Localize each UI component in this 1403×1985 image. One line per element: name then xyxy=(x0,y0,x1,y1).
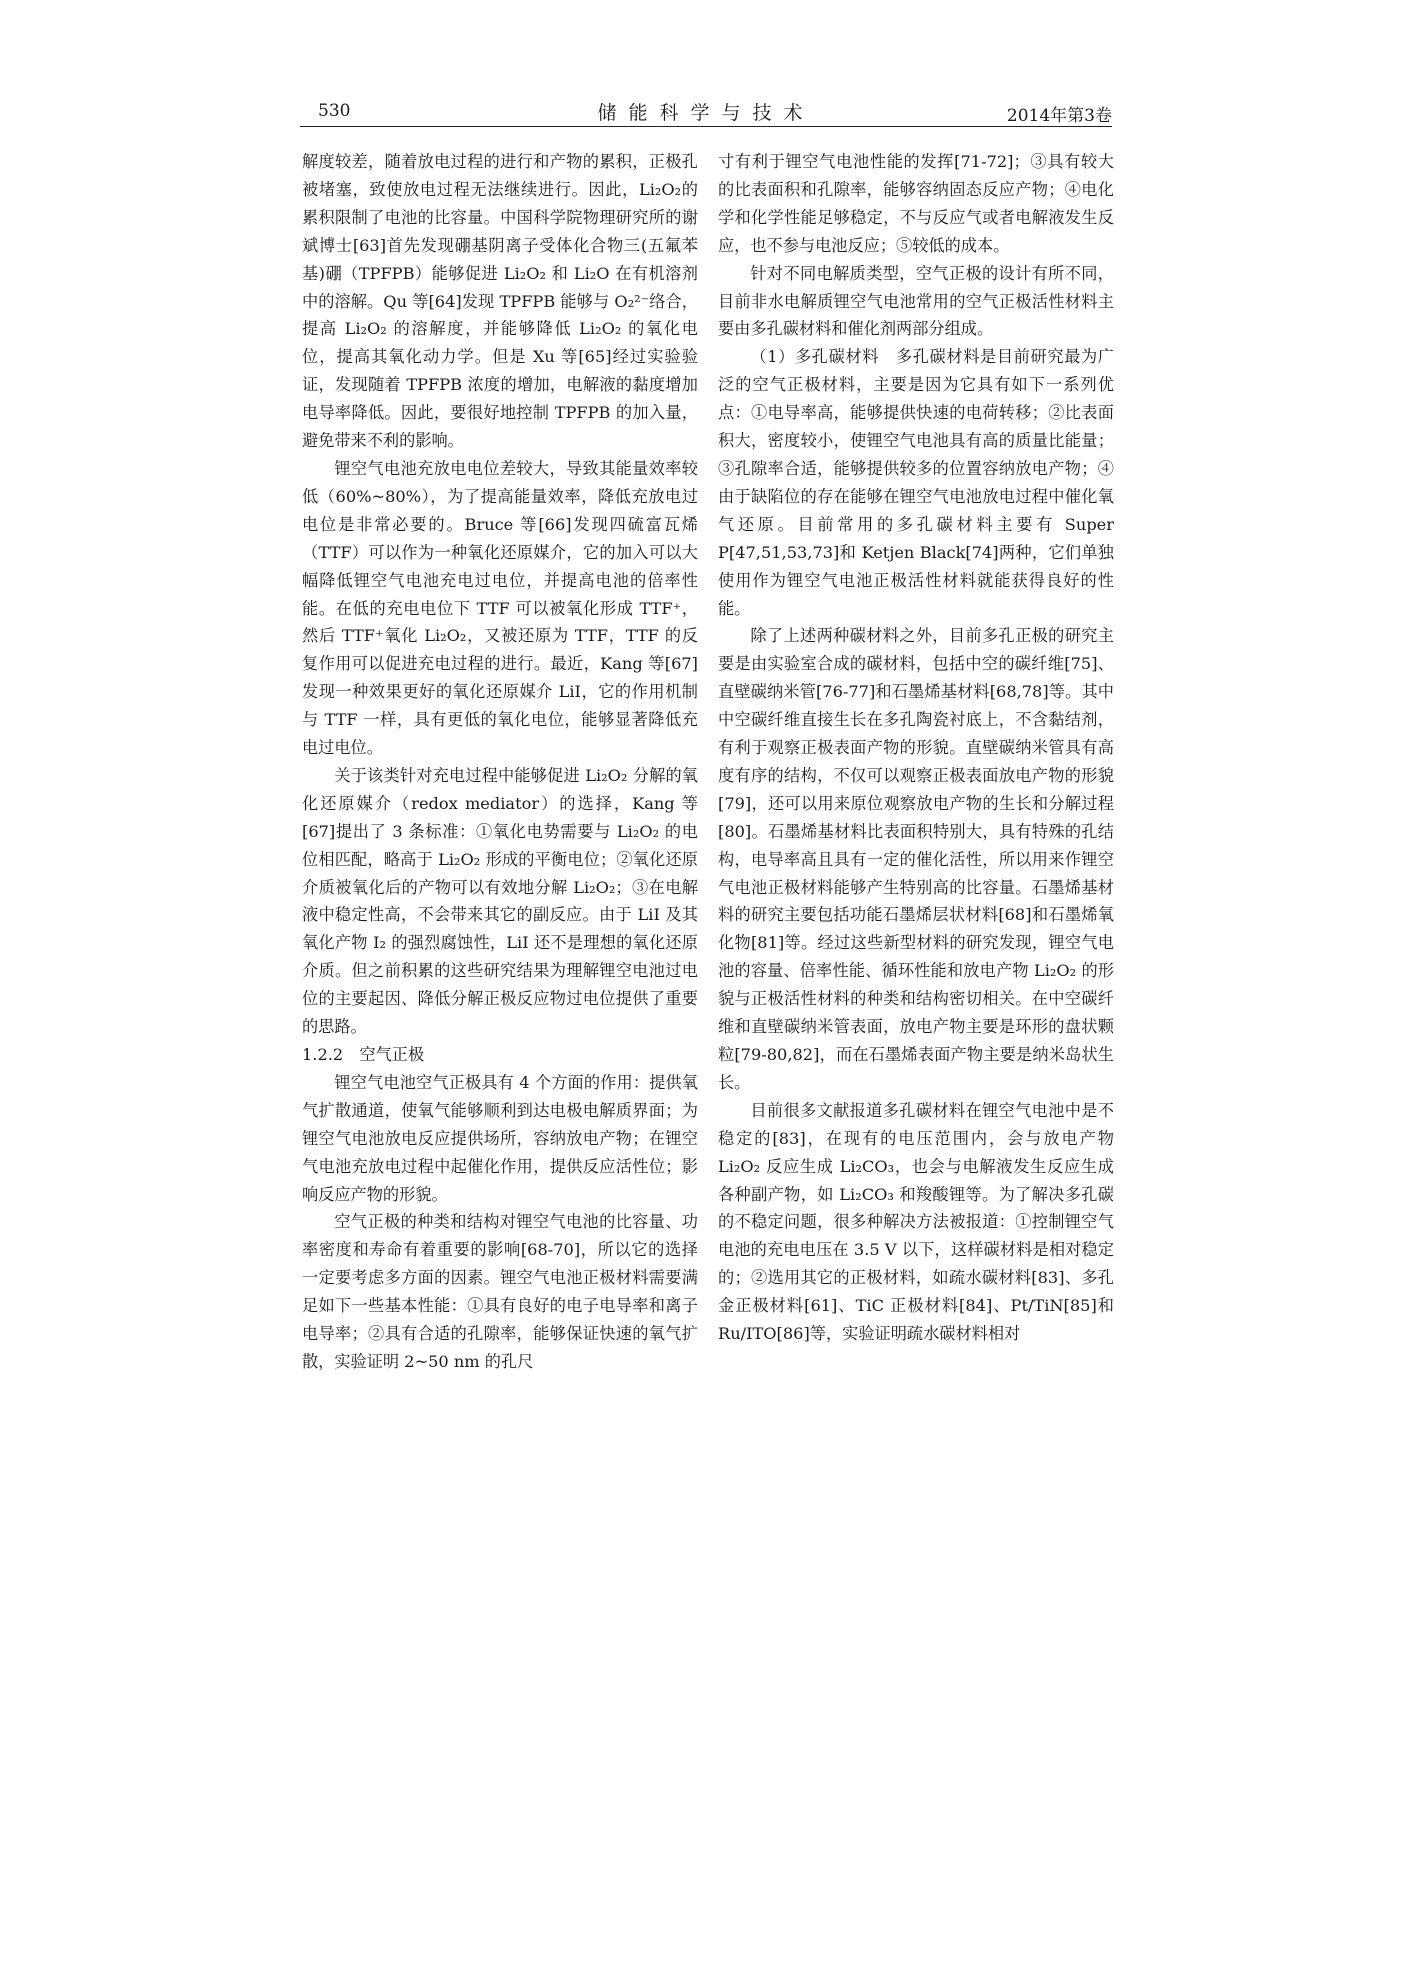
paragraph: 目前很多文献报道多孔碳材料在锂空气电池中是不稳定的[83]，在现有的电压范围内，会与放电产物 Li₂O₂ 反应生成 Li₂CO₃，也会与电解液发生反应生成各种副产物，如 Li₂CO₃ 和羧酸锂等。为了解决多孔碳的不稳定问题，很多种解决方法被报道：①控制锂空气电池的充电电压在 3.5 V 以下，这样碳材料是相对稳定的；②选用其它的正极材料，如疏水碳材料[83]、多孔金正极材料[61]、TiC 正极材料[84]、Pt/TiN[85]和 Ru/ITO[86]等，实验证明疏水碳材料相对 xyxy=(718,1100,1114,1344)
paragraph: 针对不同电解质类型，空气正极的设计有所不同，目前非水电解质锂空气电池常用的空气正极活性材料主要由多孔碳材料和催化剂两部分组成。 xyxy=(718,263,1114,339)
journal-title: 储能科学与技术 xyxy=(597,102,815,124)
left-column xyxy=(302,148,698,1376)
paragraph: 除了上述两种碳材料之外，目前多孔正极的研究主要是由实验室合成的碳材料，包括中空的碳纤维[75]、直壁碳纳米管[76-77]和石墨烯基材料[68,78]等。其中中空碳纤维直接生长在多孔陶瓷衬底上，不含黏结剂，有利于观察正极表面产物的形貌。直壁碳纳米管具有高度有序的结构，不仅可以观察正极表面放电产物的形貌[79]，还可以用来原位观察放电产物的生长和分解过程[80]。石墨烯基材料比表面积特别大，具有特殊的孔结构，电导率高且具有一定的催化活性，所以用来作锂空气电池正极材料能够产生特别高的比容量。石墨烯基材料的研究主要包括功能石墨烯层状材料[68]和石墨烯氧化物[81]等。经过这些新型材料的研究发现，锂空气电池的容量、倍率性能、循环性能和放电产物 Li₂O₂ 的形貌与正极活性材料的种类和结构密切相关。在中空碳纤维和直壁碳纳米管表面，放电产物主要是环形的盘状颗粒[79-80,82]，而在石墨烯表面产物主要是纳米岛状生长。 xyxy=(718,626,1114,1092)
right-column xyxy=(718,148,1114,1348)
paragraph: 空气正极的种类和结构对锂空气电池的比容量、功率密度和寿命有着重要的影响[68-70]，所以它的选择一定要考虑多方面的因素。锂空气电池正极材料需要满足如下一些基本性能：①具有良好的电子电导率和离子电导率；②具有合适的孔隙率，能够保证快速的氧气扩散，实验证明 2~50 nm 的孔尺 xyxy=(302,1212,698,1371)
year-volume: 2014年第3卷 xyxy=(1006,106,1112,126)
paragraph: 关于该类针对充电过程中能够促进 Li₂O₂ 分解的氧化还原媒介（redox mediator）的选择，Kang 等[67]提出了 3 条标准：①氧化电势需要与 Li₂O₂ 的电位相匹配，略高于 Li₂O₂ 形成的平衡电位；②氧化还原介质被氧化后的产物可以有效地分解 Li₂O₂；③在电解液中稳定性高，不会带来其它的副反应。由于 LiI 及其氧化产物 I₂ 的强烈腐蚀性，LiI 还不是理想的氧化还原介质。但之前积累的这些研究结果为理解锂空电池过电位的主要起因、降低分解正极反应物过电位提供了重要的思路。 xyxy=(302,765,698,1037)
page-header xyxy=(300,96,1112,127)
paragraph: 锂空气电池空气正极具有 4 个方面的作用：提供氧气扩散通道，使氧气能够顺利到达电极电解质界面；为锂空气电池放电反应提供场所，容纳放电产物；在锂空气电池充放电过程中起催化作用，提供反应活性位；影响反应产物的形貌。 xyxy=(302,1072,698,1204)
page-number: 530 xyxy=(318,101,351,121)
paragraph: 寸有利于锂空气电池性能的发挥[71-72]；③具有较大的比表面积和孔隙率，能够容纳固态反应产物；④电化学和化学性能足够稳定，不与反应气或者电解液发生反应，也不参与电池反应；⑤较低的成本。 xyxy=(718,152,1114,255)
paragraph: （1）多孔碳材料 多孔碳材料是目前研究最为广泛的空气正极材料，主要是因为它具有如下一系列优点：①电导率高，能够提供快速的电荷转移；②比表面积大，密度较小，使锂空气电池具有高的质量比能量；③孔隙率合适，能够提供较多的位置容纳放电产物；④由于缺陷位的存在能够在锂空气电池放电过程中催化氧气还原。目前常用的多孔碳材料主要有 Super P[47,51,53,73]和 Ketjen Black[74]两种，它们单独使用作为锂空气电池正极活性材料就能获得良好的性能。 xyxy=(718,347,1114,618)
paragraph: 锂空气电池充放电电位差较大，导致其能量效率较低（60%~80%），为了提高能量效率，降低充放电过电位是非常必要的。Bruce 等[66]发现四硫富瓦烯（TTF）可以作为一种氧化还原媒介，它的加入可以大幅降低锂空气电池充电过电位，并提高电池的倍率性能。在低的充电电位下 TTF 可以被氧化形成 TTF⁺，然后 TTF⁺氧化 Li₂O₂，又被还原为 TTF，TTF 的反复作用可以促进充电过程的进行。最近，Kang 等[67]发现一种效果更好的氧化还原媒介 LiI，它的作用机制与 TTF 一样，具有更低的氧化电位，能够显著降低充电过电位。 xyxy=(302,458,698,758)
paragraph: 解度较差，随着放电过程的进行和产物的累积，正极孔被堵塞，致使放电过程无法继续进行。因此，Li₂O₂的累积限制了电池的比容量。中国科学院物理研究所的谢斌博士[63]首先发现硼基阴离子受体化合物三(五氟苯基)硼（TPFPB）能够促进 Li₂O₂ 和 Li₂O 在有机溶剂中的溶解。Qu 等[64]发现 TPFPB 能够与 O₂²⁻络合，提高 Li₂O₂ 的溶解度，并能够降低 Li₂O₂ 的氧化电位，提高其氧化动力学。但是 Xu 等[65]经过实验验证，发现随着 TPFPB 浓度的增加，电解液的黏度增加电导率降低。因此，要很好地控制 TPFPB 的加入量，避免带来不利的影响。 xyxy=(302,152,698,451)
section-heading: 1.2.2 空气正极 xyxy=(302,1045,425,1064)
